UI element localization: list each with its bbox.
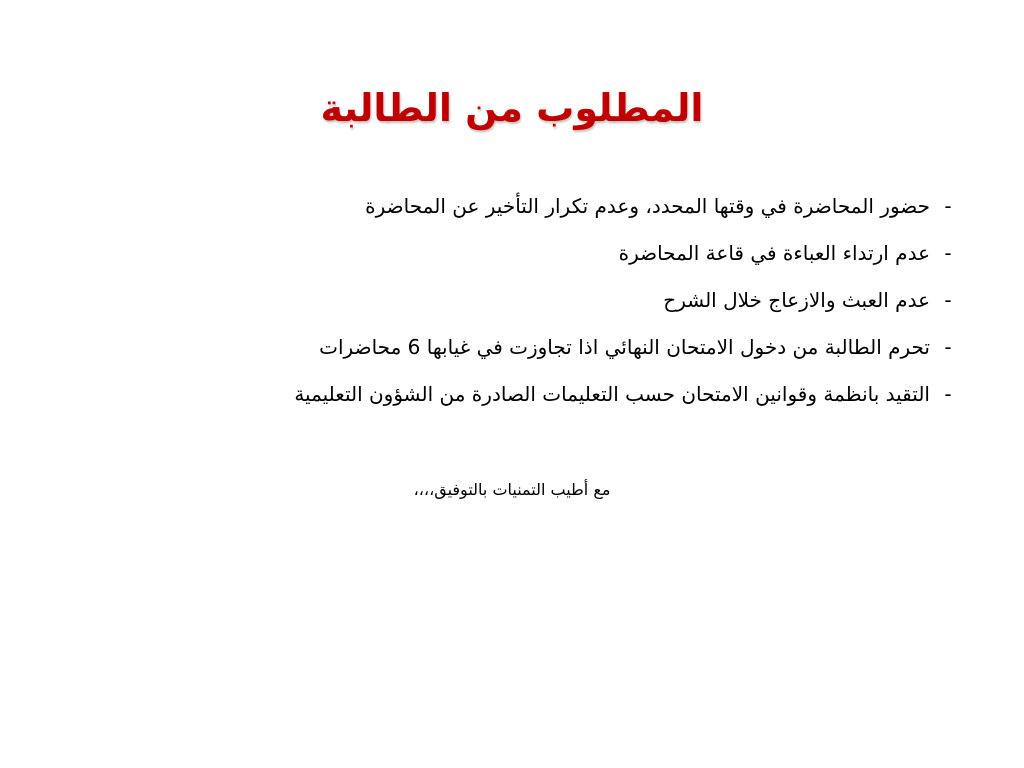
bullet-marker: - [944, 334, 952, 359]
slide-title: المطلوب من الطالبة [320, 86, 704, 130]
list-item-text: حضور المحاضرة في وقتها المحدد، وعدم تكرار التأخير عن المحاضرة [365, 193, 930, 218]
bullet-marker: - [944, 381, 952, 406]
list-item-text: عدم العبث والازعاج خلال الشرح [663, 287, 930, 312]
list-item [66, 182, 966, 229]
requirements-list [66, 182, 966, 417]
bullet-marker: - [944, 287, 952, 312]
list-item [66, 229, 966, 276]
list-item-text: التقيد بانظمة وقوانين الامتحان حسب التعليمات الصادرة من الشؤون التعليمية [294, 381, 930, 406]
list-item [66, 323, 966, 370]
list-item [66, 276, 966, 323]
list-item-text: عدم ارتداء العباءة في قاعة المحاضرة [618, 240, 930, 265]
bullet-marker: - [944, 193, 952, 218]
closing-note: مع أطيب التمنيات بالتوفيق،،،، [413, 480, 611, 499]
list-item [66, 370, 966, 417]
list-item-text: تحرم الطالبة من دخول الامتحان النهائي اذا تجاوزت في غيابها 6 محاضرات [319, 334, 930, 359]
bullet-marker: - [944, 240, 952, 265]
